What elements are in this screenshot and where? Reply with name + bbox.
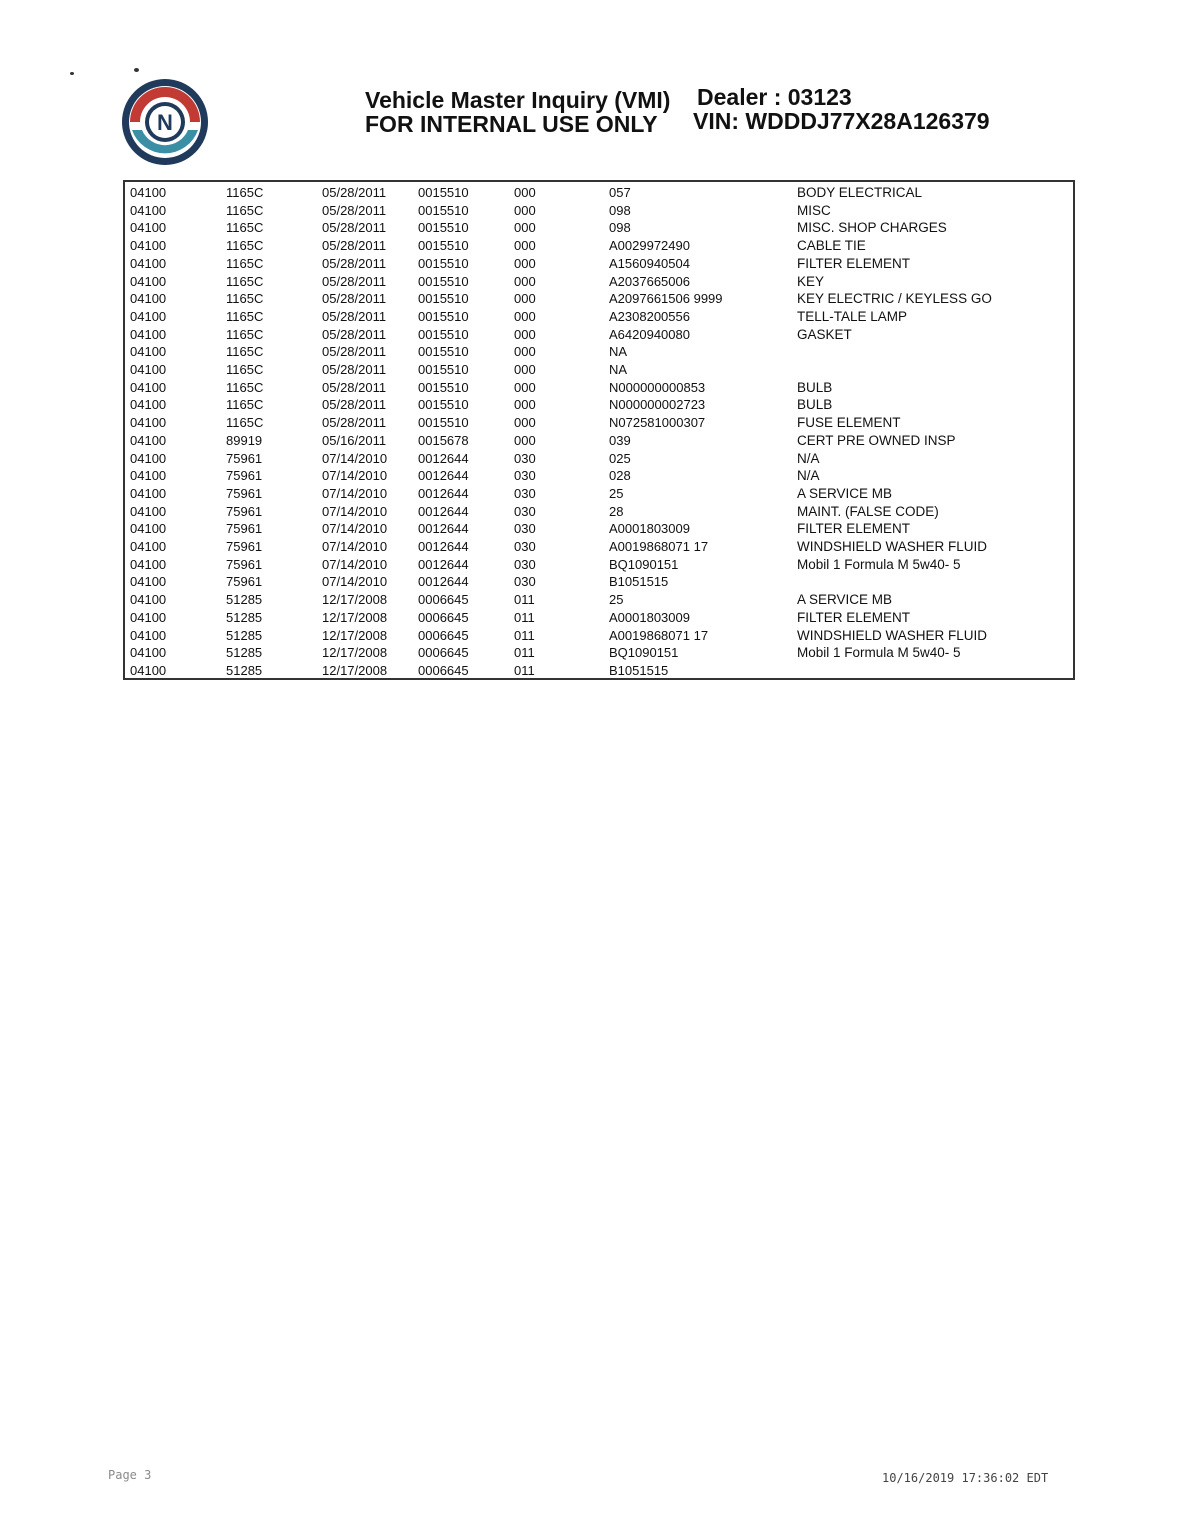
cell-date-col: 05/28/2011 xyxy=(322,344,387,360)
cell-ro-col: 0006645 xyxy=(418,592,469,608)
table-row xyxy=(125,521,1073,539)
cell-description-col: KEY ELECTRIC / KEYLESS GO xyxy=(797,291,992,307)
cell-mileage-col: 030 xyxy=(514,556,536,572)
cell-ro-col: 0012644 xyxy=(418,450,469,466)
cell-dealer-col: 04100 xyxy=(130,291,167,307)
cell-date-col: 05/16/2011 xyxy=(322,432,387,448)
cell-date-col: 07/14/2010 xyxy=(322,468,388,484)
cell-code-col: 1165C xyxy=(226,220,264,236)
cell-description-col: WINDSHIELD WASHER FLUID xyxy=(797,627,988,643)
cell-mileage-col: 030 xyxy=(514,503,536,519)
cell-mileage-col: 011 xyxy=(514,592,535,608)
cell-code-col: 1165C xyxy=(226,379,264,395)
table-row xyxy=(125,415,1073,433)
table-row xyxy=(125,486,1073,504)
cell-part-col: 28 xyxy=(609,503,624,519)
cell-description-col: KEY xyxy=(797,273,825,289)
cell-mileage-col: 000 xyxy=(514,185,536,200)
table-row xyxy=(125,645,1073,663)
cell-code-col: 75961 xyxy=(226,539,263,554)
cell-part-col: BQ1090151 xyxy=(609,556,679,572)
cell-date-col: 05/28/2011 xyxy=(322,326,387,342)
table-row xyxy=(125,256,1073,274)
cell-part-col: A0019868071 17 xyxy=(609,539,709,554)
cell-dealer-col: 04100 xyxy=(130,662,167,678)
cell-part-col: 098 xyxy=(609,202,631,218)
cell-ro-col: 0015510 xyxy=(418,291,469,307)
cell-date-col: 07/14/2010 xyxy=(322,521,388,537)
cell-code-col: 75961 xyxy=(226,485,263,501)
cell-mileage-col: 000 xyxy=(514,397,536,413)
cell-dealer-col: 04100 xyxy=(130,539,167,554)
cell-ro-col: 0006645 xyxy=(418,609,469,625)
table-row xyxy=(125,592,1073,610)
cell-description-col: CERT PRE OWNED INSP xyxy=(797,432,956,448)
cell-date-col: 05/28/2011 xyxy=(322,220,387,236)
dealer-code: Dealer : 03123 xyxy=(697,84,852,110)
cell-part-col: 057 xyxy=(609,185,631,200)
cell-dealer-col: 04100 xyxy=(130,415,167,431)
cell-mileage-col: 000 xyxy=(514,291,536,307)
cell-ro-col: 0015510 xyxy=(418,202,469,218)
cell-part-col: B1051515 xyxy=(609,574,669,590)
cell-description-col: N/A xyxy=(797,468,820,484)
cell-mileage-col: 011 xyxy=(514,627,535,643)
cell-dealer-col: 04100 xyxy=(130,362,167,377)
cell-part-col: 25 xyxy=(609,592,624,608)
cell-date-col: 07/14/2010 xyxy=(322,450,388,466)
table-row xyxy=(125,539,1073,557)
cell-part-col: A0019868071 17 xyxy=(609,627,709,643)
cell-description-col: TELL-TALE LAMP xyxy=(797,308,908,324)
cell-mileage-col: 030 xyxy=(514,485,536,501)
cell-description-col: CABLE TIE xyxy=(797,238,866,254)
cell-mileage-col: 000 xyxy=(514,362,536,377)
cell-part-col: A2097661506 9999 xyxy=(609,291,723,307)
cell-part-col: 098 xyxy=(609,220,631,236)
cell-description-col: MAINT. (FALSE CODE) xyxy=(797,503,939,519)
cell-description-col: FUSE ELEMENT xyxy=(797,415,901,431)
cell-ro-col: 0012644 xyxy=(418,556,469,572)
cell-date-col: 12/17/2008 xyxy=(322,627,388,643)
cell-ro-col: 0012644 xyxy=(418,485,469,501)
cell-part-col: NA xyxy=(609,362,628,377)
cell-part-col: A2308200556 xyxy=(609,308,690,324)
cell-ro-col: 0006645 xyxy=(418,627,469,643)
table-row xyxy=(125,274,1073,292)
cell-description-col: BODY ELECTRICAL xyxy=(797,185,923,200)
cell-mileage-col: 000 xyxy=(514,415,536,431)
cell-part-col: 25 xyxy=(609,485,624,501)
cell-mileage-col: 030 xyxy=(514,539,536,554)
cell-code-col: 75961 xyxy=(226,468,263,484)
table-row xyxy=(125,557,1073,575)
cell-description-col: A SERVICE MB xyxy=(797,592,893,608)
table-row xyxy=(125,628,1073,646)
table-row xyxy=(125,185,1073,203)
cell-part-col: N072581000307 xyxy=(609,415,706,431)
cell-part-col: NA xyxy=(609,344,628,360)
service-history-table xyxy=(123,180,1075,680)
cell-mileage-col: 000 xyxy=(514,238,536,254)
cell-part-col: A0001803009 xyxy=(609,609,690,625)
cell-date-col: 05/28/2011 xyxy=(322,291,387,307)
cell-ro-col: 0015510 xyxy=(418,185,469,200)
table-row xyxy=(125,362,1073,380)
cell-date-col: 05/28/2011 xyxy=(322,379,387,395)
table-row xyxy=(125,433,1073,451)
cell-ro-col: 0012644 xyxy=(418,539,469,554)
cell-code-col: 75961 xyxy=(226,574,263,590)
cell-mileage-col: 030 xyxy=(514,450,536,466)
cell-dealer-col: 04100 xyxy=(130,592,167,608)
cell-ro-col: 0006645 xyxy=(418,662,469,678)
table-row xyxy=(125,309,1073,327)
cell-description-col: Mobil 1 Formula M 5w40- 5 xyxy=(797,556,961,572)
cell-dealer-col: 04100 xyxy=(130,185,167,200)
cell-code-col: 1165C xyxy=(226,273,264,289)
cell-ro-col: 0012644 xyxy=(418,468,469,484)
cell-code-col: 1165C xyxy=(226,238,264,254)
scan-mark xyxy=(134,68,139,72)
table-row xyxy=(125,397,1073,415)
cell-description-col: MISC xyxy=(797,202,831,218)
cell-code-col: 75961 xyxy=(226,521,263,537)
cell-code-col: 75961 xyxy=(226,503,263,519)
cell-dealer-col: 04100 xyxy=(130,609,167,625)
table-row xyxy=(125,327,1073,345)
cell-part-col: A0001803009 xyxy=(609,521,690,537)
table-row xyxy=(125,610,1073,628)
cell-description-col: Mobil 1 Formula M 5w40- 5 xyxy=(797,645,961,661)
cell-dealer-col: 04100 xyxy=(130,238,167,254)
cell-description-col: MISC. SHOP CHARGES xyxy=(797,220,947,236)
cell-code-col: 1165C xyxy=(226,344,264,360)
cell-code-col: 1165C xyxy=(226,291,264,307)
cell-mileage-col: 000 xyxy=(514,326,536,342)
cell-code-col: 1165C xyxy=(226,255,264,271)
vin-number: VIN: WDDDJ77X28A126379 xyxy=(693,108,990,134)
report-title: Vehicle Master Inquiry (VMI) xyxy=(365,87,671,113)
cell-code-col: 1165C xyxy=(226,415,264,431)
cell-dealer-col: 04100 xyxy=(130,485,167,501)
cell-description-col: GASKET xyxy=(797,326,852,342)
cell-code-col: 51285 xyxy=(226,592,263,608)
table-row xyxy=(125,468,1073,486)
cell-ro-col: 0015510 xyxy=(418,415,469,431)
cell-date-col: 05/28/2011 xyxy=(322,415,387,431)
cell-date-col: 05/28/2011 xyxy=(322,185,387,200)
cell-date-col: 05/28/2011 xyxy=(322,362,387,377)
cell-date-col: 07/14/2010 xyxy=(322,485,388,501)
page-number: Page 3 xyxy=(108,1468,152,1482)
cell-date-col: 05/28/2011 xyxy=(322,202,387,218)
cell-ro-col: 0015510 xyxy=(418,273,469,289)
cell-code-col: 1165C xyxy=(226,202,264,218)
cell-date-col: 07/14/2010 xyxy=(322,539,388,554)
cell-dealer-col: 04100 xyxy=(130,344,167,360)
cell-dealer-col: 04100 xyxy=(130,645,167,661)
company-logo xyxy=(116,76,214,168)
cell-date-col: 12/17/2008 xyxy=(322,645,388,661)
cell-part-col: A0029972490 xyxy=(609,238,690,254)
cell-code-col: 1165C xyxy=(226,308,264,324)
cell-code-col: 75961 xyxy=(226,556,263,572)
cell-dealer-col: 04100 xyxy=(130,468,167,484)
cell-dealer-col: 04100 xyxy=(130,326,167,342)
cell-mileage-col: 011 xyxy=(514,645,535,661)
cell-mileage-col: 030 xyxy=(514,574,536,590)
cell-mileage-col: 000 xyxy=(514,255,536,271)
cell-ro-col: 0015510 xyxy=(418,362,469,377)
cell-dealer-col: 04100 xyxy=(130,220,167,236)
cell-dealer-col: 04100 xyxy=(130,308,167,324)
cell-dealer-col: 04100 xyxy=(130,255,167,271)
table-row xyxy=(125,238,1073,256)
internal-use-notice: FOR INTERNAL USE ONLY xyxy=(365,111,658,137)
cell-ro-col: 0015510 xyxy=(418,397,469,413)
cell-description-col: WINDSHIELD WASHER FLUID xyxy=(797,539,988,554)
cell-code-col: 51285 xyxy=(226,627,263,643)
cell-dealer-col: 04100 xyxy=(130,521,167,537)
cell-mileage-col: 000 xyxy=(514,344,536,360)
table-row xyxy=(125,203,1073,221)
cell-date-col: 05/28/2011 xyxy=(322,255,387,271)
cell-dealer-col: 04100 xyxy=(130,397,167,413)
cell-code-col: 51285 xyxy=(226,609,263,625)
cell-dealer-col: 04100 xyxy=(130,273,167,289)
cell-date-col: 12/17/2008 xyxy=(322,662,388,678)
cell-code-col: 75961 xyxy=(226,450,263,466)
cell-mileage-col: 030 xyxy=(514,521,536,537)
cell-code-col: 1165C xyxy=(226,362,264,377)
cell-part-col: 039 xyxy=(609,432,631,448)
cell-dealer-col: 04100 xyxy=(130,503,167,519)
cell-date-col: 07/14/2010 xyxy=(322,556,388,572)
table-row xyxy=(125,663,1073,681)
table-row xyxy=(125,380,1073,398)
cell-date-col: 12/17/2008 xyxy=(322,609,388,625)
cell-code-col: 1165C xyxy=(226,397,264,413)
cell-dealer-col: 04100 xyxy=(130,556,167,572)
cell-ro-col: 0015510 xyxy=(418,220,469,236)
cell-part-col: A6420940080 xyxy=(609,326,690,342)
cell-date-col: 07/14/2010 xyxy=(322,503,388,519)
cell-part-col: B1051515 xyxy=(609,662,669,678)
cell-dealer-col: 04100 xyxy=(130,202,167,218)
cell-description-col: FILTER ELEMENT xyxy=(797,609,911,625)
cell-part-col: A2037665006 xyxy=(609,273,690,289)
table-row xyxy=(125,220,1073,238)
cell-ro-col: 0015510 xyxy=(418,379,469,395)
cell-ro-col: 0015510 xyxy=(418,308,469,324)
cell-description-col: BULB xyxy=(797,397,833,413)
cell-ro-col: 0015510 xyxy=(418,344,469,360)
cell-ro-col: 0015510 xyxy=(418,238,469,254)
cell-mileage-col: 000 xyxy=(514,432,536,448)
cell-mileage-col: 000 xyxy=(514,308,536,324)
cell-mileage-col: 000 xyxy=(514,379,536,395)
cell-date-col: 05/28/2011 xyxy=(322,238,387,254)
cell-description-col: FILTER ELEMENT xyxy=(797,521,911,537)
cell-mileage-col: 011 xyxy=(514,609,535,625)
cell-code-col: 89919 xyxy=(226,432,263,448)
cell-part-col: BQ1090151 xyxy=(609,645,679,661)
cell-ro-col: 0012644 xyxy=(418,521,469,537)
cell-part-col: N000000002723 xyxy=(609,397,706,413)
cell-part-col: A1560940504 xyxy=(609,255,690,271)
cell-date-col: 05/28/2011 xyxy=(322,273,387,289)
cell-dealer-col: 04100 xyxy=(130,627,167,643)
cell-code-col: 51285 xyxy=(226,645,263,661)
cell-code-col: 51285 xyxy=(226,662,263,678)
cell-ro-col: 0012644 xyxy=(418,503,469,519)
cell-date-col: 12/17/2008 xyxy=(322,592,388,608)
cell-ro-col: 0015510 xyxy=(418,326,469,342)
cell-date-col: 05/28/2011 xyxy=(322,308,387,324)
print-timestamp: 10/16/2019 17:36:02 EDT xyxy=(882,1471,1049,1485)
cell-part-col: 028 xyxy=(609,468,631,484)
cell-ro-col: 0015678 xyxy=(418,432,469,448)
cell-ro-col: 0012644 xyxy=(418,574,469,590)
logo-letter: N xyxy=(157,110,173,135)
cell-dealer-col: 04100 xyxy=(130,432,167,448)
cell-part-col: 025 xyxy=(609,450,631,466)
cell-description-col: BULB xyxy=(797,379,833,395)
cell-date-col: 07/14/2010 xyxy=(322,574,388,590)
table-row xyxy=(125,504,1073,522)
cell-code-col: 1165C xyxy=(226,185,264,200)
cell-dealer-col: 04100 xyxy=(130,450,167,466)
cell-mileage-col: 030 xyxy=(514,468,536,484)
cell-ro-col: 0006645 xyxy=(418,645,469,661)
cell-description-col: N/A xyxy=(797,450,820,466)
cell-mileage-col: 000 xyxy=(514,273,536,289)
cell-date-col: 05/28/2011 xyxy=(322,397,387,413)
cell-mileage-col: 011 xyxy=(514,662,535,678)
cell-mileage-col: 000 xyxy=(514,220,536,236)
cell-code-col: 1165C xyxy=(226,326,264,342)
cell-ro-col: 0015510 xyxy=(418,255,469,271)
table-row xyxy=(125,344,1073,362)
cell-description-col: A SERVICE MB xyxy=(797,485,893,501)
cell-dealer-col: 04100 xyxy=(130,379,167,395)
scan-mark xyxy=(70,72,74,75)
table-row xyxy=(125,291,1073,309)
table-row xyxy=(125,574,1073,592)
table-row xyxy=(125,451,1073,469)
cell-description-col: FILTER ELEMENT xyxy=(797,255,911,271)
cell-part-col: N000000000853 xyxy=(609,379,706,395)
cell-mileage-col: 000 xyxy=(514,202,536,218)
cell-dealer-col: 04100 xyxy=(130,574,167,590)
